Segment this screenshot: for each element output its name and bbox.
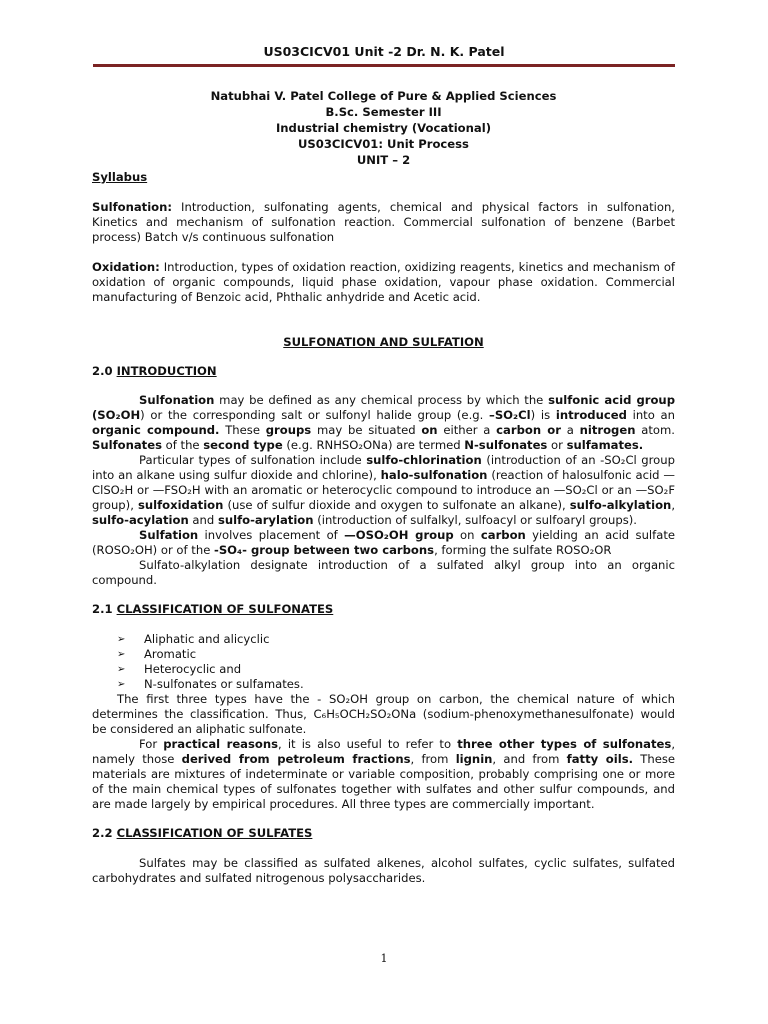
- running-header: US03CICV01 Unit -2 Dr. N. K. Patel: [263, 44, 505, 59]
- arrow-bullet-icon: ➢: [117, 634, 126, 645]
- semester: B.Sc. Semester III: [325, 105, 442, 119]
- sec22-heading: 2.2 CLASSIFICATION OF SULFATES: [92, 826, 313, 840]
- sulfonate-types-list: [92, 632, 675, 692]
- syllabus-sulfonation: Sulfonation: Introduction, sulfonating agents, chemical and physical factors in sulfonation, Kinetics and mechanism of sulfonation reaction. Commercial sulfonation of benzene (Barbet process) Batch v/s continuous sulfonation: [92, 200, 675, 244]
- intro-heading: 2.0 INTRODUCTION: [92, 364, 217, 378]
- page-content: [92, 88, 675, 886]
- arrow-bullet-icon: ➢: [117, 649, 126, 660]
- sec22-paragraph-1: Sulfates may be classified as sulfated alkenes, alcohol sulfates, cyclic sulfates, sulfated carbohydrates and sulfated nitrogenous polysaccharides.: [92, 856, 675, 885]
- arrow-bullet-icon: ➢: [117, 664, 126, 675]
- course-name: Industrial chemistry (Vocational): [275, 121, 492, 135]
- list-item: ➢ Aromatic: [117, 647, 197, 661]
- intro-paragraph-4: Sulfato-alkylation designate introduction of a sulfated alkyl group into an organic compound.: [92, 558, 675, 587]
- header-rule: [93, 64, 675, 67]
- sec21-paragraph-2: For practical reasons, it is also useful to refer to three other types of sulfonates, namely those derived from petroleum fractions, from lignin, and from fatty oils. These materials are mixtures of indeterminate or variable composition, probably comprising one or more of the main chemical types of sulfonates together with sulfates and other sulfur compounds, and are made largely by empirical procedures. All three types are commercially important.: [92, 737, 676, 811]
- section-title: SULFONATION AND SULFATION: [283, 335, 484, 349]
- sec21-paragraph-1: The first three types have the - SO₂OH group on carbon, the chemical nature of which determines the classification. Thus, C₆H₅OCH₂SO₂ONa (sodium-phenoxymethanesulfonate) would be considered an aliphatic sulfonate.: [92, 692, 675, 736]
- syllabus-oxidation: Oxidation: Introduction, types of oxidation reaction, oxidizing reagents, kinetics and mechanism of oxidation of organic compounds, liquid phase oxidation, vapour phase oxidation. Commercial manufacturing of Benzoic acid, Phthalic anhydride and Acetic acid.: [92, 260, 675, 304]
- list-item: ➢ Heterocyclic and: [117, 662, 242, 676]
- intro-paragraph-3: Sulfation involves placement of —OSO₂OH group on carbon yielding an acid sulfate (ROSO₂OH) or of the -SO₄- group between two carbons, forming the sulfate ROSO₂OR: [92, 528, 675, 557]
- sec21-heading: 2.1 CLASSIFICATION OF SULFONATES: [92, 602, 334, 616]
- intro-paragraph-1: Sulfonation may be defined as any chemical process by which the sulfonic acid group (SO₂OH) or the corresponding salt or sulfonyl halide group (e.g. –SO₂Cl) is introduced into an organic compound. These groups may be situated on either a carbon or a nitrogen atom. Sulfonates of the second type (e.g. RNHSO₂ONa) are termed N-sulfonates or sulfamates.: [92, 393, 675, 452]
- intro-paragraph-2: Particular types of sulfonation include sulfo-chlorination (introduction of an -SO₂Cl group into an alkane using sulfur dioxide and chlorine), halo-sulfonation (reaction of halosulfonic acid —ClSO₂H or —FSO₂H with an aromatic or heterocyclic compound to introduce an —SO₂Cl or an —SO₂F group), sulfoxidation (use of sulfur dioxide and oxygen to sulfonate an alkane), sulfo-alkylation, sulfo-acylation and sulfo-arylation (introduction of sulfalkyl, sulfoacyl or sulfoaryl groups).: [92, 453, 676, 527]
- paper-code: US03CICV01: Unit Process: [298, 137, 469, 151]
- arrow-bullet-icon: ➢: [117, 679, 126, 690]
- syllabus-heading: Syllabus: [92, 170, 148, 184]
- list-item: ➢ N-sulfonates or sulfamates.: [117, 677, 304, 691]
- list-item: ➢ Aliphatic and alicyclic: [117, 632, 270, 646]
- college-name: Natubhai V. Patel College of Pure & Applied Sciences: [210, 89, 557, 103]
- title-block: [92, 88, 675, 168]
- page-number: 1: [380, 952, 388, 965]
- unit-label: UNIT – 2: [356, 153, 411, 167]
